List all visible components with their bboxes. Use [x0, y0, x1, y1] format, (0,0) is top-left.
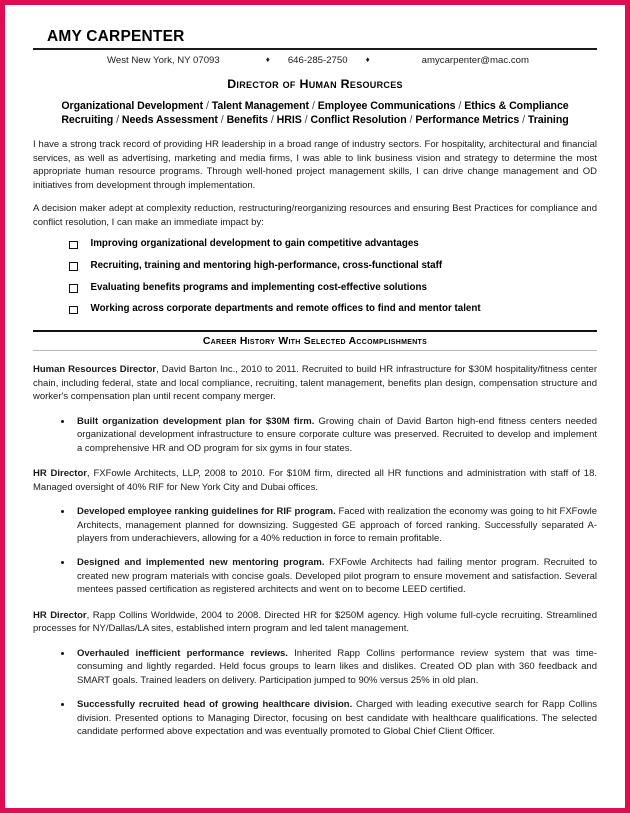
accomplishment-body: FXFowle Architects had failing mentor program. Recruited to created new program materials with concise goals. Developed pilot program to ensure movement and satisfaction. Several mentees passed certification as registered architects and went on to become LEED certified.: [77, 557, 597, 596]
career-entry-role: HR Director: [33, 609, 87, 621]
career-entry-detail: , FXFowle Architects, LLP, 2008 to 2010. For $10M firm, directed all HR functions and administration with staff of 18. Managed oversight of 40% RIF for New York City and Dubai offices.: [33, 468, 597, 493]
accomplishment-text: [77, 415, 597, 455]
accomplishment-item: [33, 505, 597, 545]
accomplishment-text: [77, 505, 597, 545]
round-bullet-icon: [61, 420, 64, 423]
career-entry-detail: , Rapp Collins Worldwide, 2004 to 2008. Directed HR for $250M agency. High volume full-cycle recruiting. Streamlined processes for NY/Dallas/LA sites, established intern program and led talent management.: [33, 609, 597, 635]
accomplishment-list: [33, 505, 597, 597]
summary-paragraph-1: I have a strong track record of providing HR leadership in a broad range of industry sectors. For hospitality, architectural and financial services, as well as advertising, marketing and media firms, I was able to link business vision and strategy to determine the most appropriate human resource programs. Through well-honed project management skills, I can drive change management and OD initiatives from development through implementation.: [33, 139, 597, 191]
summary-paragraph-2: A decision maker adept at complexity reduction, restructuring/reorganizing resources and ensuring Best Practices for compliance and conflict resolution, I can make an immediate impact by:: [33, 203, 597, 228]
diamond-separator-icon: ♦: [265, 55, 270, 65]
accomplishment-lead: Successfully recruited head of growing healthcare division.: [77, 699, 353, 711]
impact-point: [33, 260, 597, 273]
impact-point-text: Working across corporate departments and remote offices to find and mentor talent: [90, 303, 481, 315]
square-bullet-icon: [69, 306, 78, 315]
keyword-divider: /: [455, 100, 465, 113]
accomplishment-lead: Designed and implemented new mentoring program.: [77, 557, 325, 569]
accomplishment-body: Growing chain of David Barton high-end fitness centers needed organizational development infrastructure to ensure corporate culture was preserved. Recruited to develop and implement a comprehensive HR and OD program for six gyms in four states.: [77, 415, 597, 454]
accomplishment-text: [77, 556, 597, 596]
impact-point-text: Evaluating benefits programs and implementing cost-effective solutions: [90, 281, 427, 293]
accomplishment-item: [33, 556, 597, 596]
career-entry-detail: , David Barton Inc., 2010 to 2011. Recruited to build HR infrastructure for $30M hospitality/fitness center chain, including federal, state and local compliance, recruiting, talent management, benefits plan design, compensation structure and worker's compensation plan until recent company merger.: [33, 364, 597, 403]
career-entry-header: [33, 609, 597, 636]
keyword: Training: [527, 114, 569, 127]
target-job-title: Director of Human Resources: [227, 77, 403, 92]
impact-point-text: Recruiting, training and mentoring high-performance, cross-functional staff: [90, 259, 443, 271]
keyword-divider: /: [406, 114, 416, 127]
impact-point: [33, 238, 597, 251]
career-entry-role: Human Resources Director: [33, 364, 157, 376]
accomplishment-body: Faced with realization the economy was going to hit FXFowle Architects, management planned for downsizing. Suggested GE approach of forced ranking. Successfully separated A-players from underachievers, allowing for a 40% reduction in force to remain profitable.: [77, 506, 597, 544]
keyword: Ethics & Compliance: [464, 100, 569, 113]
candidate-name: AMY CARPENTER: [47, 28, 185, 45]
accomplishment-text: [77, 647, 597, 687]
accomplishment-lead: Developed employee ranking guidelines for RIF program.: [77, 506, 336, 518]
impact-point: [33, 303, 597, 316]
career-entry: [33, 609, 597, 739]
keyword-divider: /: [113, 114, 122, 127]
square-bullet-icon: [69, 284, 78, 293]
career-entry-header: [33, 467, 597, 494]
accomplishment-text: [77, 698, 597, 738]
career-entry-role: HR Director: [33, 468, 87, 480]
keyword-line-1: [33, 100, 597, 114]
impact-points-list: [33, 238, 597, 316]
keyword: Employee Communications: [317, 100, 456, 113]
round-bullet-icon: [61, 510, 64, 513]
keyword: Organizational Development: [61, 100, 204, 113]
round-bullet-icon: [61, 561, 64, 564]
keyword: Benefits: [226, 114, 268, 127]
square-bullet-icon: [69, 262, 78, 271]
round-bullet-icon: [61, 703, 64, 706]
diamond-separator-icon: ♦: [365, 55, 370, 65]
career-history-heading: Career History With Selected Accomplishments: [33, 330, 597, 351]
keyword-divider: /: [519, 114, 528, 127]
accomplishment-lead: Overhauled inefficient performance reviews.: [77, 647, 288, 659]
contact-email[interactable]: amycarpenter@mac.com: [421, 55, 529, 67]
square-bullet-icon: [69, 241, 78, 250]
keyword-divider: /: [301, 114, 311, 127]
keyword: Talent Management: [211, 100, 310, 113]
career-entry-header: [33, 363, 597, 403]
keyword: Recruiting: [61, 114, 114, 127]
name-header: [33, 27, 597, 50]
keyword: Needs Assessment: [121, 114, 218, 127]
keyword: Performance Metrics: [415, 114, 520, 127]
keyword-divider: /: [309, 100, 318, 113]
accomplishment-item: [33, 698, 597, 738]
accomplishment-body: Charged with leading executive search for Rapp Collins division. Presented options to Managing Director, focusing on best candidate with healthcare qualifications. The selected candidate performed above expectation and was eventually promoted to Global Chief Client Officer.: [77, 699, 597, 738]
career-entries: [33, 363, 597, 739]
accomplishment-lead: Built organization development plan for $30M firm.: [77, 415, 315, 427]
keyword: Conflict Resolution: [310, 114, 407, 127]
accomplishment-body: Inherited Rapp Collins performance review system that was time-consuming and lightly regarded. Held focus groups to learn likes and dislikes. Created OD plan with 360 feedback and SMART goals. Trained leaders on delivery. Participation jumped to 90% versus 25% in old plan.: [77, 647, 597, 686]
career-entry: [33, 363, 597, 455]
accomplishment-item: [33, 647, 597, 687]
career-entry: [33, 467, 597, 597]
accomplishment-list: [33, 415, 597, 455]
impact-point-text: Improving organizational development to gain competitive advantages: [90, 238, 419, 250]
keyword-line-2: [33, 114, 597, 128]
contact-line: [33, 55, 597, 66]
round-bullet-icon: [61, 652, 64, 655]
accomplishment-list: [33, 647, 597, 739]
keyword-divider: /: [217, 114, 227, 127]
keyword-list: [33, 100, 597, 128]
impact-point: [33, 282, 597, 295]
contact-location: West New York, NY 07093: [107, 55, 220, 67]
accomplishment-item: [33, 415, 597, 455]
keyword-divider: /: [267, 114, 277, 127]
keyword: HRIS: [276, 114, 302, 127]
keyword-divider: /: [203, 100, 212, 113]
contact-phone[interactable]: 646-285-2750: [287, 55, 348, 67]
